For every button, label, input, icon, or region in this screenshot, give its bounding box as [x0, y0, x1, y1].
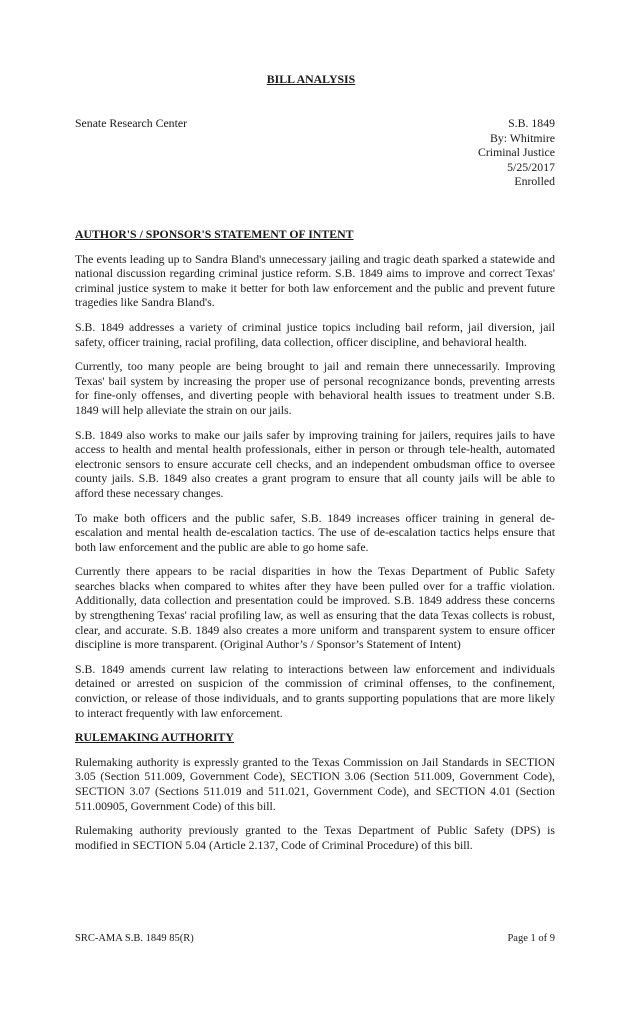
intent-paragraph: Currently there appears to be racial disparities in how the Texas Department of Public Safety searches blacks when compared to whites after they have been pulled over for a traffic violation. Additionally, data collection and presentation could be improved. S.B. 1849 address these concerns by strengthening Texas' racial profiling law, as well as ensuring that the data Texas collects is robust, clear, and accurate. S.B. 1849 also creates a more uniform and transparent system to ensure officer discipline is more transparent. (Original Author’s / Sponsor’s Statement of Intent): [75, 564, 555, 652]
footer-page-number: Page 1 of 9: [507, 933, 555, 944]
rulemaking-paragraph: Rulemaking authority previously granted to the Texas Department of Public Safety (DPS) is modified in SECTION 5.04 (Article 2.137, Code of Criminal Procedure) of this bill.: [75, 823, 555, 852]
rulemaking-heading: RULEMAKING AUTHORITY: [75, 730, 234, 745]
bill-author: By: Whitmire: [490, 130, 555, 145]
intent-paragraph: S.B. 1849 also works to make our jails safer by improving training for jailers, requires jails to have access to health and mental health professionals, either in person or through tele-health, automated electronic sensors to ensure accurate cell checks, and an independent ombudsman office to oversee county jails. S.B. 1849 also creates a grant program to ensure that all county jails will be able to afford these necessary changes.: [75, 427, 555, 500]
bill-date: 5/25/2017: [507, 159, 555, 174]
intent-paragraph: S.B. 1849 addresses a variety of criminal justice topics including bail reform, jail diversion, jail safety, officer training, racial profiling, data collection, officer discipline, and behavioral health.: [75, 319, 555, 349]
bill-metadata: [478, 116, 555, 189]
document-title: BILL ANALYSIS: [266, 72, 356, 86]
intent-paragraph: The events leading up to Sandra Bland's unnecessary jailing and tragic death sparked a statewide and national discussion regarding criminal justice reform. S.B. 1849 aims to improve and correct Texas' criminal justice system to make it better for both law enforcement and the public and prevent future tragedies like Sandra Bland's.: [75, 251, 555, 310]
document-body: [75, 227, 555, 862]
committee-name: Criminal Justice: [478, 145, 555, 160]
intent-paragraph: S.B. 1849 amends current law relating to interactions between law enforcement and individuals detained or arrested on suspicion of the commission of criminal offenses, to the confinement, conviction, or release of those individuals, and to grants supporting populations that are more likely to interact frequently with law enforcement.: [75, 661, 555, 720]
intent-paragraph: To make both officers and the public safer, S.B. 1849 increases officer training in general de-escalation and mental health de-escalation tactics. The use of de-escalation tactics helps ensure that both law enforcement and the public are able to go home safe.: [75, 510, 555, 554]
intent-paragraph: Currently, too many people are being brought to jail and remain there unnecessarily. Improving Texas' bail system by increasing the proper use of personal recognizance bonds, preventing arrests for fine-only offenses, and diverting people with behavioral health issues to treatment under S.B. 1849 will help alleviate the strain on our jails.: [75, 359, 555, 417]
rulemaking-paragraph: Rulemaking authority is expressly granted to the Texas Commission on Jail Standards in SECTION 3.05 (Section 511.009, Government Code), SECTION 3.06 (Section 511.009, Government Code), SECTION 3.07 (Sections 511.019 and 511.021, Government Code), and SECTION 4.01 (Section 511.00905, Government Code) of this bill.: [75, 754, 555, 813]
intent-heading: AUTHOR'S / SPONSOR'S STATEMENT OF INTENT: [75, 227, 354, 241]
organization-name: Senate Research Center: [75, 116, 188, 130]
bill-number: S.B. 1849: [508, 116, 555, 130]
bill-status: Enrolled: [514, 174, 555, 189]
footer-document-id: SRC-AMA S.B. 1849 85(R): [75, 933, 194, 944]
